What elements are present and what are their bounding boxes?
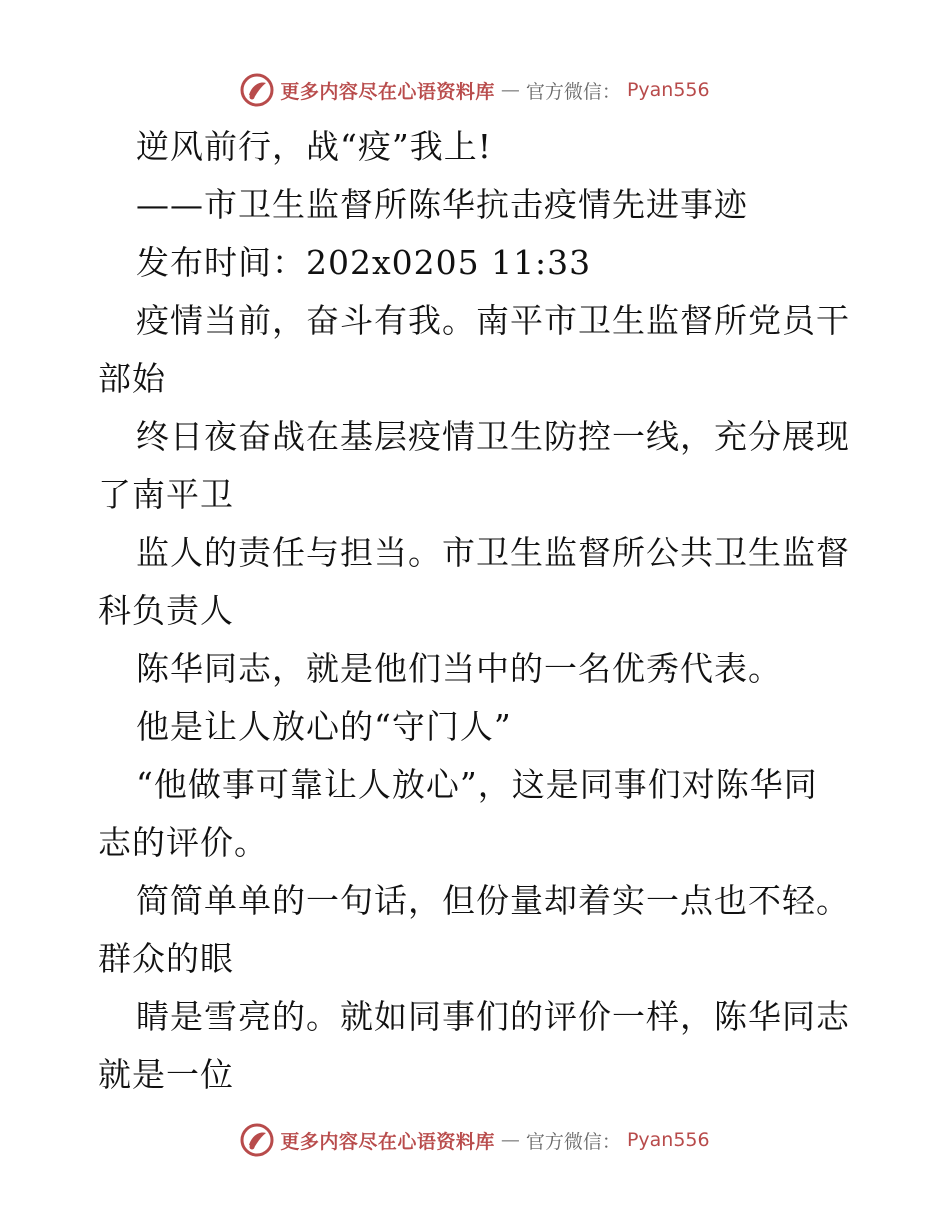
text-line: 发布时间：202x0205 11:33 xyxy=(136,243,592,282)
text-line: 部始 xyxy=(98,359,166,398)
banner-separator: — xyxy=(500,79,520,101)
library-logo-icon xyxy=(240,1123,274,1157)
text-line: 陈华同志，就是他们当中的一名优秀代表。 xyxy=(136,649,782,688)
text-line: 睛是雪亮的。就如同事们的评价一样，陈华同志 xyxy=(136,997,850,1036)
text-line: 简简单单的一句话，但份量却着实一点也不轻。 xyxy=(136,881,850,920)
text-line: 了南平卫 xyxy=(98,475,234,514)
library-logo-icon xyxy=(240,73,274,107)
document-body xyxy=(0,118,950,1104)
footer-banner xyxy=(0,1120,950,1160)
banner-separator: — xyxy=(500,1129,520,1151)
banner-wechat-id: Pyan556 xyxy=(626,79,710,101)
text-line: ——市卫生监督所陈华抗击疫情先进事迹 xyxy=(136,185,748,224)
text-line: 科负责人 xyxy=(98,591,234,630)
text-line: 志的评价。 xyxy=(98,823,268,862)
text-line: 他是让人放心的“守门人” xyxy=(136,707,512,746)
banner-site-text: 更多内容尽在心语资料库 xyxy=(280,1130,495,1153)
text-line: 逆风前行，战“疫”我上! xyxy=(136,127,493,166)
banner-wechat-label: 官方微信： xyxy=(525,80,621,103)
banner-site-text: 更多内容尽在心语资料库 xyxy=(280,80,495,103)
text-line: 群众的眼 xyxy=(98,939,234,978)
text-line: 终日夜奋战在基层疫情卫生防控一线，充分展现 xyxy=(136,417,850,456)
header-banner xyxy=(0,70,950,110)
text-line: 监人的责任与担当。市卫生监督所公共卫生监督 xyxy=(136,533,850,572)
text-line: 疫情当前，奋斗有我。南平市卫生监督所党员干 xyxy=(136,301,850,340)
banner-wechat-id: Pyan556 xyxy=(626,1129,710,1151)
text-line: “他做事可靠让人放心”，这是同事们对陈华同 xyxy=(136,765,818,804)
text-line: 就是一位 xyxy=(98,1055,234,1094)
banner-wechat-label: 官方微信： xyxy=(525,1130,621,1153)
